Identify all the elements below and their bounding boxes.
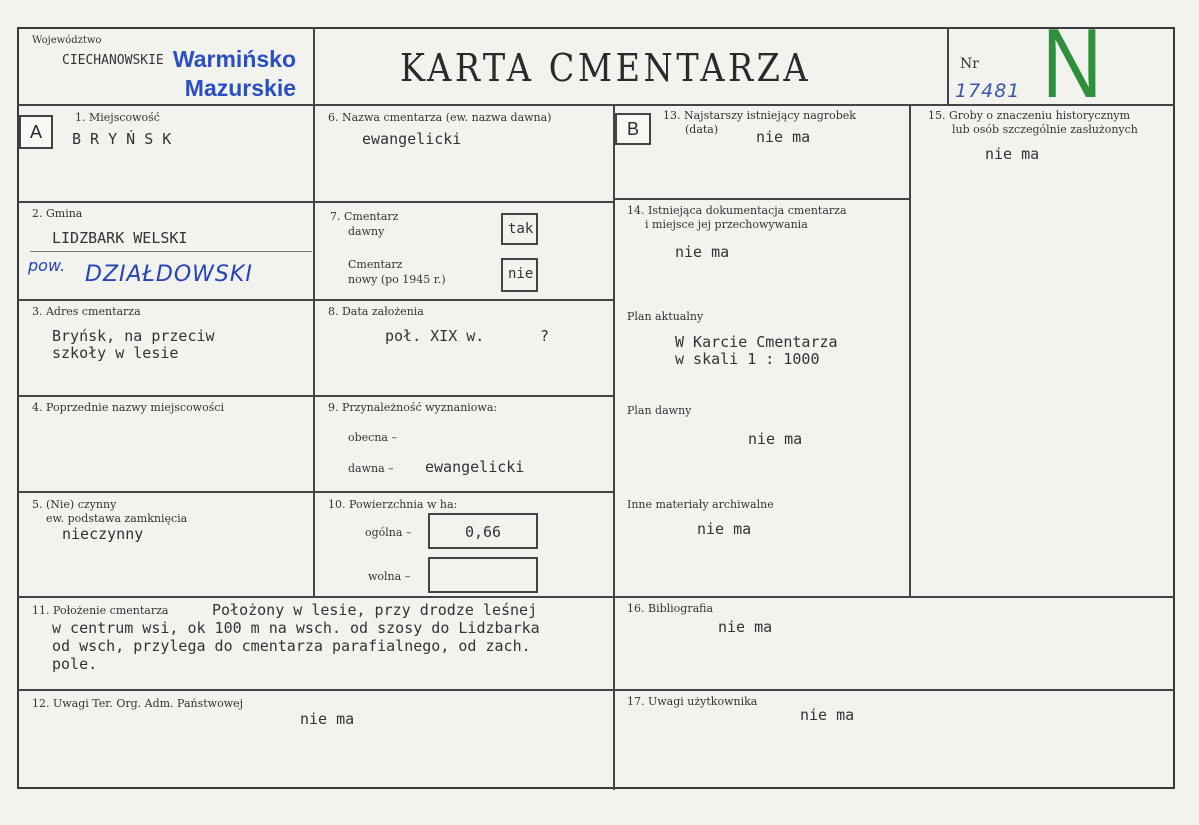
f16-bibliografia-value: nie ma	[718, 618, 773, 636]
row-divider-full-2	[17, 689, 1175, 691]
f10-wolna-label: wolna –	[368, 570, 411, 583]
plan-aktualny-line1: W Karcie Cmentarza	[675, 333, 838, 351]
wojewodztwo-value: CIECHANOWSKIE	[62, 53, 164, 68]
row-divider-ab-3	[17, 395, 614, 397]
f11-label: 11. Położenie cmentarza	[32, 604, 169, 617]
f7-nowy-box: nie	[501, 258, 538, 292]
f7-label-nowy-1: Cmentarz	[348, 258, 403, 271]
f6-nazwa-value: ewangelicki	[362, 130, 462, 148]
f11-polozenie-line2: w centrum wsi, ok 100 m na wsch. od szosy do Lidzbarka	[52, 619, 540, 637]
header-vline-1	[313, 27, 315, 105]
wojewodztwo-label: Województwo	[32, 35, 102, 46]
page-title: KARTA CMENTARZA	[400, 46, 812, 90]
voivodeship-stamp-line2: Mazurskie	[184, 75, 296, 101]
f14-dokumentacja-value: nie ma	[675, 243, 730, 261]
f8-label: 8. Data założenia	[328, 305, 424, 318]
f7-label-nowy-2: nowy (po 1945 r.)	[348, 273, 446, 286]
row-divider-b-1	[613, 198, 910, 200]
f5-czynny-value: nieczynny	[62, 525, 144, 543]
f14-label-line2: i miejsce jej przechowywania	[645, 218, 808, 231]
plan-dawny-value: nie ma	[748, 430, 803, 448]
f3-adres-line1: Bryńsk, na przeciw	[52, 327, 215, 345]
f2-handwritten-prefix: pow.	[28, 256, 66, 275]
plan-aktualny-label: Plan aktualny	[627, 310, 704, 323]
f10-label: 10. Powierzchnia w ha:	[328, 498, 458, 511]
f11-polozenie-line3: od wsch, przylega do cmentarza parafialnego, od zach.	[52, 637, 531, 655]
f15-label-line2: lub osób szczególnie zasłużonych	[952, 123, 1138, 136]
f14-label-line1: 14. Istniejąca dokumentacja cmentarza	[627, 204, 847, 217]
f7-label-dawny-1: 7. Cmentarz	[330, 210, 399, 223]
f2-handwritten-powiat: DZIAŁDOWSKI	[85, 262, 253, 287]
col-divider-3	[909, 104, 911, 598]
f5-label-line1: 5. (Nie) czynny	[32, 498, 117, 511]
f15-label-line1: 15. Groby o znaczeniu historycznym	[928, 109, 1131, 122]
f13-label-line2: (data)	[685, 123, 719, 136]
f10-ogolna-label: ogólna –	[365, 526, 412, 539]
col-divider-2	[613, 104, 615, 790]
f9-dawna-label: dawna –	[348, 462, 394, 475]
row-divider-ab-2	[17, 299, 614, 301]
f2-gmina-value: LIDZBARK WELSKI	[52, 229, 188, 247]
f4-label: 4. Poprzednie nazwy miejscowości	[32, 401, 225, 414]
f9-dawna-value: ewangelicki	[425, 458, 525, 476]
inne-materialy-label: Inne materiały archiwalne	[627, 498, 774, 511]
plan-aktualny-line2: w skali 1 : 1000	[675, 350, 820, 368]
header-vline-2	[947, 27, 949, 105]
f9-label: 9. Przynależność wyznaniowa:	[328, 401, 498, 414]
gmina-underline	[30, 251, 312, 252]
nr-label: Nr	[960, 56, 979, 72]
f12-uwagi-value: nie ma	[300, 710, 355, 728]
row-divider-ab-4	[17, 491, 614, 493]
f12-label: 12. Uwagi Ter. Org. Adm. Państwowej	[32, 697, 244, 710]
f10-wolna-box	[428, 557, 538, 593]
f13-nagrobek-value: nie ma	[756, 128, 811, 146]
f10-ogolna-value: 0,66	[464, 523, 502, 541]
voivodeship-stamp-line1: Warmińsko	[172, 46, 296, 72]
section-b-marker: B	[615, 113, 651, 145]
row-divider-ab-1	[17, 201, 614, 203]
f3-adres-line2: szkoły w lesie	[52, 344, 179, 362]
inne-materialy-value: nie ma	[697, 520, 752, 538]
f16-label: 16. Bibliografia	[627, 602, 714, 615]
f1-miejscowosc-value: B R Y Ń S K	[72, 130, 172, 148]
f1-label: 1. Miejscowość	[75, 111, 160, 124]
f13-label-line1: 13. Najstarszy istniejący nagrobek	[663, 109, 856, 122]
header-divider	[17, 104, 1175, 106]
f17-label: 17. Uwagi użytkownika	[627, 695, 758, 708]
f3-label: 3. Adres cmentarza	[32, 305, 141, 318]
nr-letter-mark: N	[1042, 8, 1103, 118]
f5-label-line2: ew. podstawa zamknięcia	[46, 512, 188, 525]
f7-dawny-box: tak	[501, 213, 538, 245]
col-divider-1	[313, 104, 315, 598]
row-divider-full-1	[17, 596, 1175, 598]
f17-uwagi-uzytkownika-value: nie ma	[800, 706, 855, 724]
f11-polozenie-line4: pole.	[52, 655, 98, 673]
f10-ogolna-box	[428, 513, 538, 549]
f6-label: 6. Nazwa cmentarza (ew. nazwa dawna)	[328, 111, 552, 124]
f15-groby-value: nie ma	[985, 145, 1040, 163]
section-a-marker: A	[19, 115, 53, 149]
f8-data-value: poł. XIX w.	[385, 327, 485, 345]
f7-label-dawny-2: dawny	[348, 225, 385, 238]
nr-value: 17481	[955, 80, 1021, 102]
f11-polozenie-line1: Położony w lesie, przy drodze leśnej	[212, 601, 538, 619]
plan-dawny-label: Plan dawny	[627, 404, 692, 417]
f8-question-mark: ?	[540, 327, 550, 345]
f2-label: 2. Gmina	[32, 207, 83, 220]
f9-obecna-label: obecna –	[348, 431, 397, 444]
